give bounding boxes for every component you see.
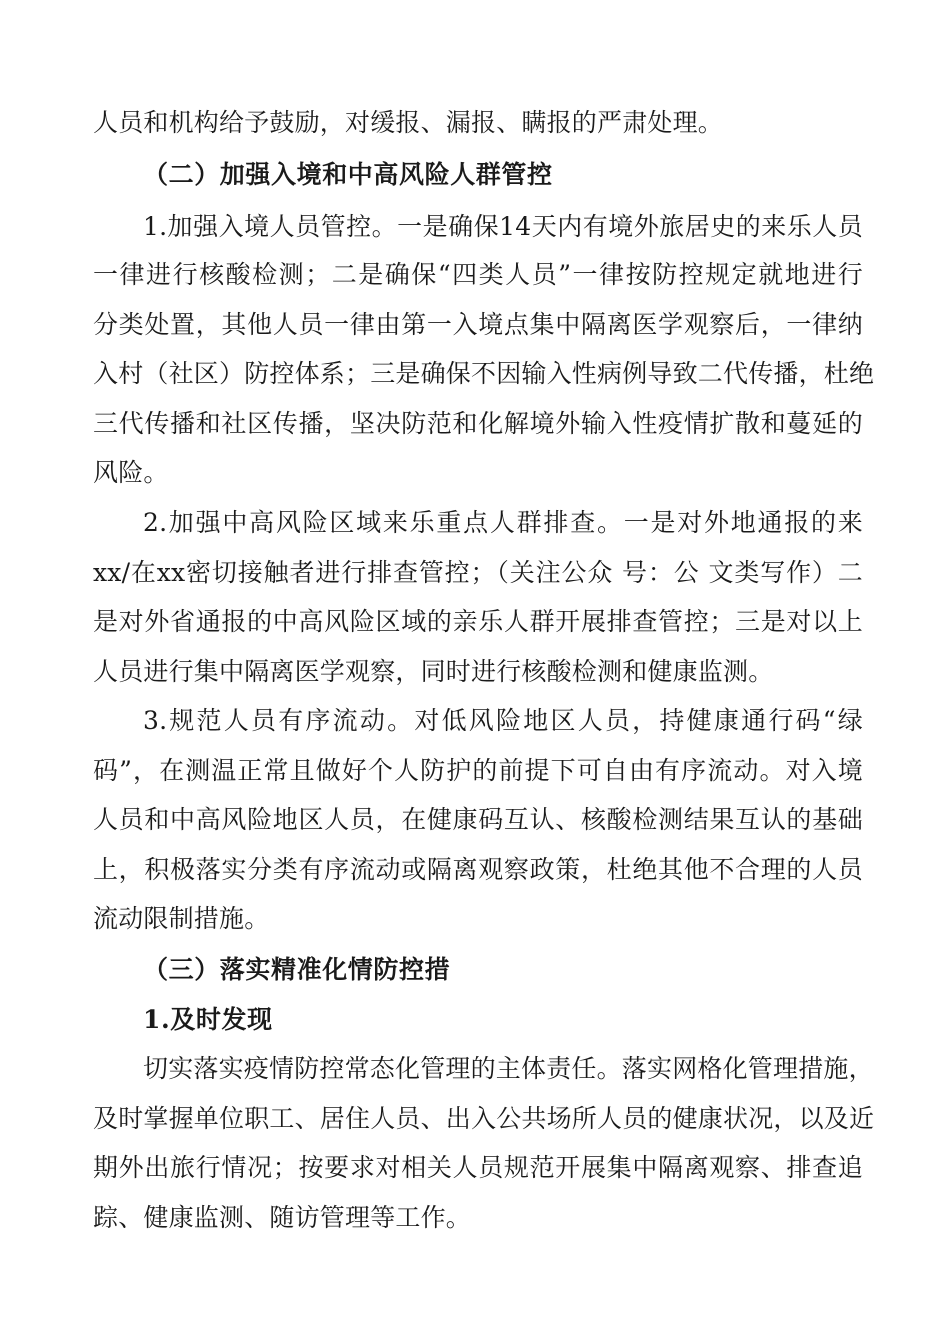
paragraph-line: 踪、健康监测、随访管理等工作。 (93, 1203, 472, 1232)
subsection-heading: 1.及时发现 (143, 1005, 273, 1034)
paragraph-line: 上，积极落实分类有序流动或隔离观察政策，杜绝其他不合理的人员 (93, 855, 863, 884)
paragraph-line: 期外出旅行情况；按要求对相关人员规范开展集中隔离观察、排查追 (93, 1153, 863, 1182)
paragraph-line: 入村（社区）防控体系；三是确保不因输入性病例导致二代传播，杜绝 (93, 359, 875, 388)
paragraph-line: xx/在xx密切接触者进行排查管控；（关注公众 号：公 文类写作）二 (93, 558, 863, 587)
paragraph-line: 2.加强中高风险区域来乐重点人群排查。一是对外地通报的来 (143, 508, 863, 537)
paragraph-line: 人员进行集中隔离医学观察，同时进行核酸检测和健康监测。 (93, 657, 774, 686)
paragraph-line: 三代传播和社区传播，坚决防范和化解境外输入性疫情扩散和蔓延的 (93, 409, 863, 438)
paragraph-line: 分类处置，其他人员一律由第一入境点集中隔离医学观察后，一律纳 (93, 310, 863, 339)
paragraph-line: 风险。 (93, 458, 169, 487)
paragraph-line: 1.加强入境人员管控。一是确保14天内有境外旅居史的来乐人员 (143, 212, 863, 241)
paragraph-line: 码”，在测温正常且做好个人防护的前提下可自由有序流动。对入境 (93, 756, 863, 785)
paragraph-line: 切实落实疫情防控常态化管理的主体责任。落实网格化管理措施， (143, 1054, 874, 1083)
section-heading-2: （二）加强入境和中高风险人群管控 (143, 160, 553, 189)
paragraph-line: 3.规范人员有序流动。对低风险地区人员，持健康通行码“绿 (143, 706, 863, 735)
paragraph-line: 流动限制措施。 (93, 904, 270, 933)
paragraph-line: 及时掌握单位职工、居住人员、出入公共场所人员的健康状况，以及近 (93, 1104, 875, 1133)
paragraph-line: 人员和机构给予鼓励，对缓报、漏报、瞒报的严肃处理。 (93, 108, 724, 137)
paragraph-line: 一律进行核酸检测；二是确保“四类人员”一律按防控规定就地进行 (93, 260, 863, 289)
section-heading-3: （三）落实精准化情防控措 (143, 955, 451, 984)
paragraph-line: 人员和中高风险地区人员，在健康码互认、核酸检测结果互认的基础 (93, 805, 863, 834)
paragraph-line: 是对外省通报的中高风险区域的亲乐人群开展排查管控；三是对以上 (93, 607, 863, 636)
